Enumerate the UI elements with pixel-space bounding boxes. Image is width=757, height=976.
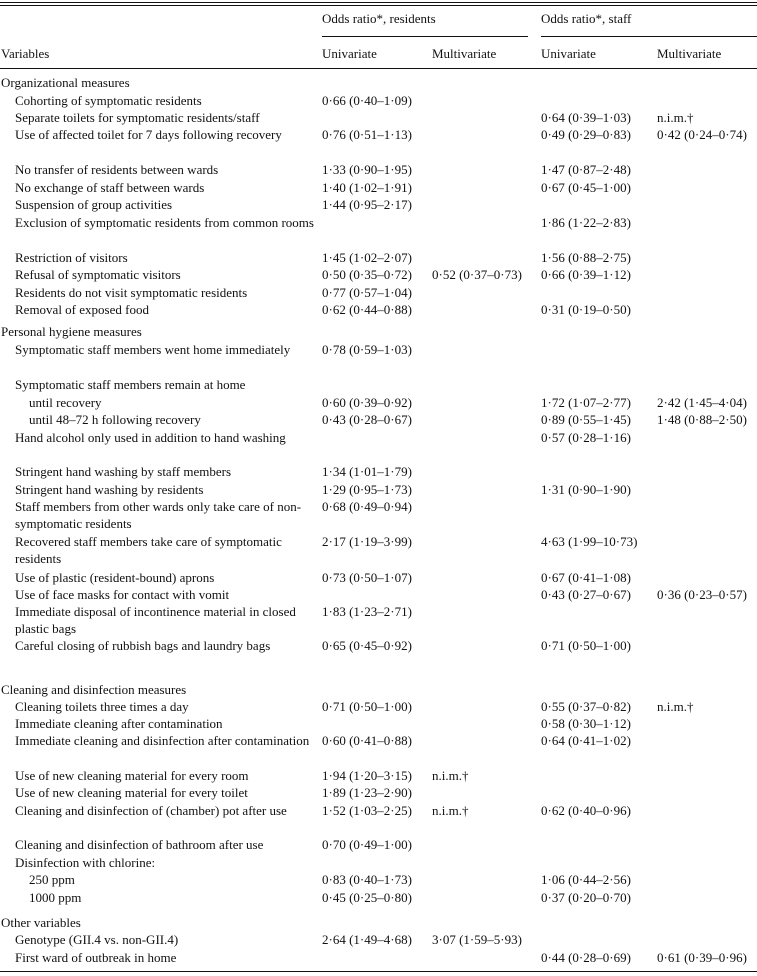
header-staff-univariate: Univariate — [541, 46, 596, 61]
variable-label: Restriction of visitors — [15, 250, 128, 265]
header-staff: Odds ratio*, staff — [541, 11, 632, 26]
header-bottom-rule — [0, 68, 757, 69]
variable-label: Immediate cleaning and disinfection after contamination — [15, 733, 310, 748]
variable-label: First ward of outbreak in home — [15, 950, 177, 965]
staff-univariate-cell: 0·67 (0·41–1·08) — [541, 570, 631, 585]
variable-label: No exchange of staff between wards — [15, 180, 205, 195]
residents-multivariate-cell: 0·52 (0·37–0·73) — [432, 267, 522, 282]
staff-univariate-cell: 1·56 (0·88–2·75) — [541, 250, 631, 265]
residents-univariate-cell: 1·34 (1·01–1·79) — [322, 464, 412, 479]
staff-univariate-cell: 0·66 (0·39–1·12) — [541, 267, 631, 282]
staff-univariate-cell: 1·47 (0·87–2·48) — [541, 162, 631, 177]
variable-label: until 48–72 h following recovery — [29, 412, 201, 427]
residents-univariate-cell: 0·68 (0·49–0·94) — [322, 499, 412, 514]
variable-label: Removal of exposed food — [15, 302, 149, 317]
section-heading: Personal hygiene measures — [1, 324, 142, 339]
residents-univariate-cell: 0·66 (0·40–1·09) — [322, 93, 412, 108]
staff-multivariate-cell: n.i.m.† — [657, 699, 694, 714]
staff-univariate-cell: 0·43 (0·27–0·67) — [541, 587, 631, 602]
residents-subrule — [322, 36, 528, 37]
staff-multivariate-cell: 0·42 (0·24–0·74) — [657, 127, 747, 142]
variable-label: Cleaning and disinfection of bathroom after use — [15, 837, 264, 852]
residents-univariate-cell: 1·40 (1·02–1·91) — [322, 180, 412, 195]
residents-univariate-cell: 0·62 (0·44–0·88) — [322, 302, 412, 317]
residents-univariate-cell: 0·43 (0·28–0·67) — [322, 412, 412, 427]
variable-label: Hand alcohol only used in addition to hand washing — [15, 430, 286, 445]
staff-univariate-cell: 0·57 (0·28–1·16) — [541, 430, 631, 445]
variable-label: Use of new cleaning material for every toilet — [15, 785, 248, 800]
variable-label: 1000 ppm — [29, 890, 82, 905]
variable-label: Residents do not visit symptomatic residents — [15, 285, 248, 300]
variable-label: Staff members from other wards only take care of non-symptomatic residents — [15, 499, 302, 531]
residents-univariate-cell: 1·94 (1·20–3·15) — [322, 768, 412, 783]
variable-label: Genotype (GII.4 vs. non-GII.4) — [15, 932, 179, 947]
staff-univariate-cell: 1·31 (0·90–1·90) — [541, 482, 631, 497]
residents-univariate-cell: 1·33 (0·90–1·95) — [322, 162, 412, 177]
header-res-multivariate: Multivariate — [432, 46, 497, 61]
residents-univariate-cell: 0·73 (0·50–1·07) — [322, 570, 412, 585]
residents-univariate-cell: 2·17 (1·19–3·99) — [322, 534, 412, 549]
staff-multivariate-cell: n.i.m.† — [657, 110, 694, 125]
residents-univariate-cell: 0·71 (0·50–1·00) — [322, 699, 412, 714]
staff-univariate-cell: 0·71 (0·50–1·00) — [541, 638, 631, 653]
staff-multivariate-cell: 0·36 (0·23–0·57) — [657, 587, 747, 602]
residents-univariate-cell: 0·70 (0·49–1·00) — [322, 837, 412, 852]
bottom-rule — [0, 971, 757, 972]
staff-multivariate-cell: 0·61 (0·39–0·96) — [657, 950, 747, 965]
residents-univariate-cell: 0·83 (0·40–1·73) — [322, 872, 412, 887]
variable-label: Refusal of symptomatic visitors — [15, 267, 181, 282]
staff-subrule — [541, 36, 757, 37]
staff-univariate-cell: 0·44 (0·28–0·69) — [541, 950, 631, 965]
residents-univariate-cell: 0·50 (0·35–0·72) — [322, 267, 412, 282]
residents-univariate-cell: 0·65 (0·45–0·92) — [322, 638, 412, 653]
top-rule-2 — [0, 5, 757, 6]
staff-univariate-cell: 0·49 (0·29–0·83) — [541, 127, 631, 142]
section-heading: Cleaning and disinfection measures — [1, 682, 187, 697]
staff-univariate-cell: 0·89 (0·55–1·45) — [541, 412, 631, 427]
variable-label: Use of face masks for contact with vomit — [15, 587, 230, 602]
residents-univariate-cell: 0·78 (0·59–1·03) — [322, 342, 412, 357]
header-residents: Odds ratio*, residents — [322, 11, 436, 26]
residents-univariate-cell: 1·89 (1·23–2·90) — [322, 785, 412, 800]
variable-label: Exclusion of symptomatic residents from common rooms — [15, 215, 314, 230]
residents-multivariate-cell: 3·07 (1·59–5·93) — [432, 932, 522, 947]
top-rule — [0, 2, 757, 3]
staff-univariate-cell: 4·63 (1·99–10·73) — [541, 534, 638, 549]
variable-label: Use of affected toilet for 7 days following recovery — [15, 127, 282, 142]
variable-label: Cleaning and disinfection of (chamber) pot after use — [15, 803, 287, 818]
staff-univariate-cell: 0·31 (0·19–0·50) — [541, 302, 631, 317]
staff-univariate-cell: 0·64 (0·39–1·03) — [541, 110, 631, 125]
variable-label: Symptomatic staff members went home immediately — [15, 342, 291, 357]
variable-label: Stringent hand washing by residents — [15, 482, 204, 497]
section-heading: Other variables — [1, 915, 81, 930]
staff-univariate-cell: 1·06 (0·44–2·56) — [541, 872, 631, 887]
variable-label: until recovery — [29, 395, 102, 410]
variable-label: Stringent hand washing by staff members — [15, 464, 232, 479]
staff-univariate-cell: 0·37 (0·20–0·70) — [541, 890, 631, 905]
variable-label: Disinfection with chlorine: — [15, 855, 156, 870]
staff-univariate-cell: 0·58 (0·30–1·12) — [541, 716, 631, 731]
residents-univariate-cell: 1·83 (1·23–2·71) — [322, 604, 412, 619]
variable-label: Suspension of group activities — [15, 197, 173, 212]
variable-label: Immediate cleaning after contamination — [15, 716, 223, 731]
residents-univariate-cell: 0·77 (0·57–1·04) — [322, 285, 412, 300]
variable-label: Separate toilets for symptomatic residents/staff — [15, 110, 260, 125]
residents-univariate-cell: 0·76 (0·51–1·13) — [322, 127, 412, 142]
residents-univariate-cell: 1·45 (1·02–2·07) — [322, 250, 412, 265]
variable-label: Use of plastic (resident-bound) aprons — [15, 570, 215, 585]
residents-univariate-cell: 0·45 (0·25–0·80) — [322, 890, 412, 905]
residents-univariate-cell: 1·29 (0·95–1·73) — [322, 482, 412, 497]
variable-label: Cleaning toilets three times a day — [15, 699, 189, 714]
residents-multivariate-cell: n.i.m.† — [432, 768, 469, 783]
variable-label: Careful closing of rubbish bags and laundry bags — [15, 638, 271, 653]
staff-univariate-cell: 0·55 (0·37–0·82) — [541, 699, 631, 714]
variable-label: No transfer of residents between wards — [15, 162, 219, 177]
staff-univariate-cell: 0·62 (0·40–0·96) — [541, 803, 631, 818]
staff-univariate-cell: 1·72 (1·07–2·77) — [541, 395, 631, 410]
residents-univariate-cell: 1·52 (1·03–2·25) — [322, 803, 412, 818]
variable-label: Immediate disposal of incontinence material in closed plastic bags — [15, 604, 296, 636]
header-variables: Variables — [1, 46, 50, 61]
staff-univariate-cell: 0·67 (0·45–1·00) — [541, 180, 631, 195]
header-res-univariate: Univariate — [322, 46, 377, 61]
header-staff-multivariate: Multivariate — [657, 46, 722, 61]
residents-univariate-cell: 1·44 (0·95–2·17) — [322, 197, 412, 212]
residents-univariate-cell: 0·60 (0·41–0·88) — [322, 733, 412, 748]
variable-label: 250 ppm — [29, 872, 75, 887]
residents-univariate-cell: 0·60 (0·39–0·92) — [322, 395, 412, 410]
residents-univariate-cell: 2·64 (1·49–4·68) — [322, 932, 412, 947]
staff-univariate-cell: 0·64 (0·41–1·02) — [541, 733, 631, 748]
variable-label: Cohorting of symptomatic residents — [15, 93, 202, 108]
variable-label: Symptomatic staff members remain at home — [15, 377, 246, 392]
staff-multivariate-cell: 1·48 (0·88–2·50) — [657, 412, 747, 427]
staff-univariate-cell: 1·86 (1·22–2·83) — [541, 215, 631, 230]
staff-multivariate-cell: 2·42 (1·45–4·04) — [657, 395, 747, 410]
variable-label: Use of new cleaning material for every room — [15, 768, 249, 783]
variable-label: Recovered staff members take care of symptomatic residents — [15, 534, 282, 566]
residents-multivariate-cell: n.i.m.† — [432, 803, 469, 818]
section-heading: Organizational measures — [1, 75, 130, 90]
